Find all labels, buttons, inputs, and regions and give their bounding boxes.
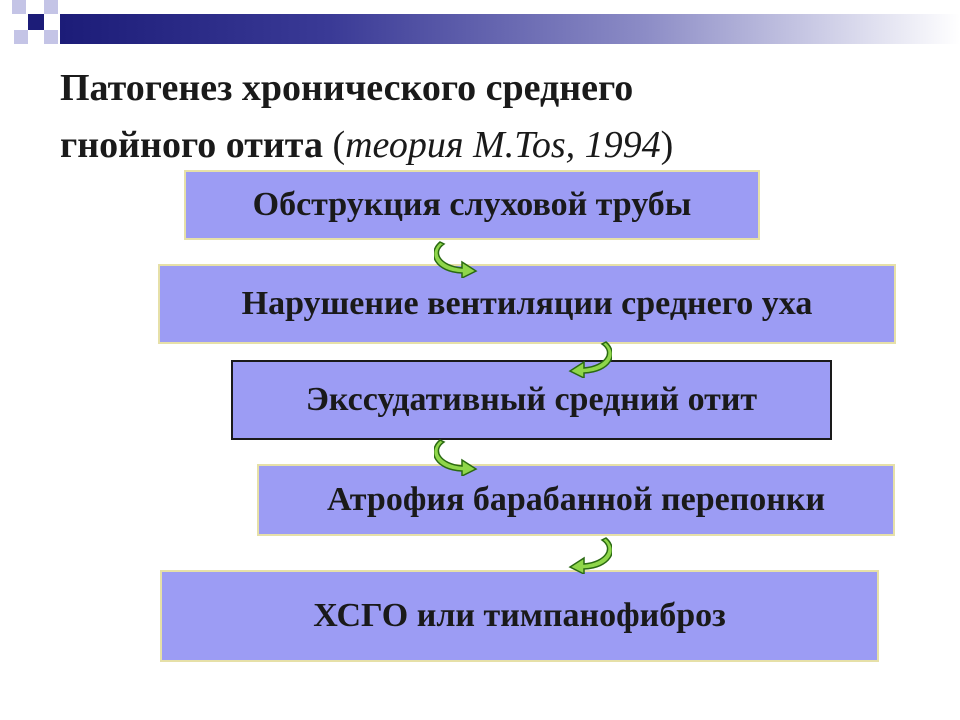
title-line-2: гнойного отита	[60, 124, 323, 166]
flow-step-5	[160, 570, 879, 662]
decor-square	[12, 0, 26, 14]
decor-square	[44, 0, 58, 14]
curved-arrow-icon	[434, 238, 480, 278]
decor-square	[14, 30, 28, 44]
flow-step-4	[257, 464, 895, 536]
flow-step-label: ХСГО или тимпанофиброз	[313, 597, 726, 634]
flow-step-2	[158, 264, 896, 344]
decor-square	[44, 30, 58, 44]
flow-step-label: Атрофия барабанной перепонки	[326, 481, 826, 518]
slide-title	[60, 60, 920, 174]
title-paren-close: )	[660, 124, 674, 166]
flow-step-label: Обструкция слуховой трубы	[252, 186, 692, 223]
flow-step-1	[184, 170, 760, 240]
curved-arrow-icon	[566, 338, 612, 378]
flow-step-label: Нарушение вентиляции среднего уха	[241, 285, 813, 322]
header-gradient-bar	[60, 14, 960, 44]
flow-step-3	[231, 360, 832, 440]
curved-arrow-icon	[566, 534, 612, 574]
title-citation: теория M.Tos, 1994	[345, 124, 661, 166]
decor-square	[28, 14, 44, 30]
title-paren-open: (	[332, 124, 346, 166]
curved-arrow-icon	[434, 436, 480, 476]
title-line-1: Патогенез хронического среднего	[60, 67, 634, 109]
flow-step-label: Экссудативный средний отит	[305, 381, 758, 418]
